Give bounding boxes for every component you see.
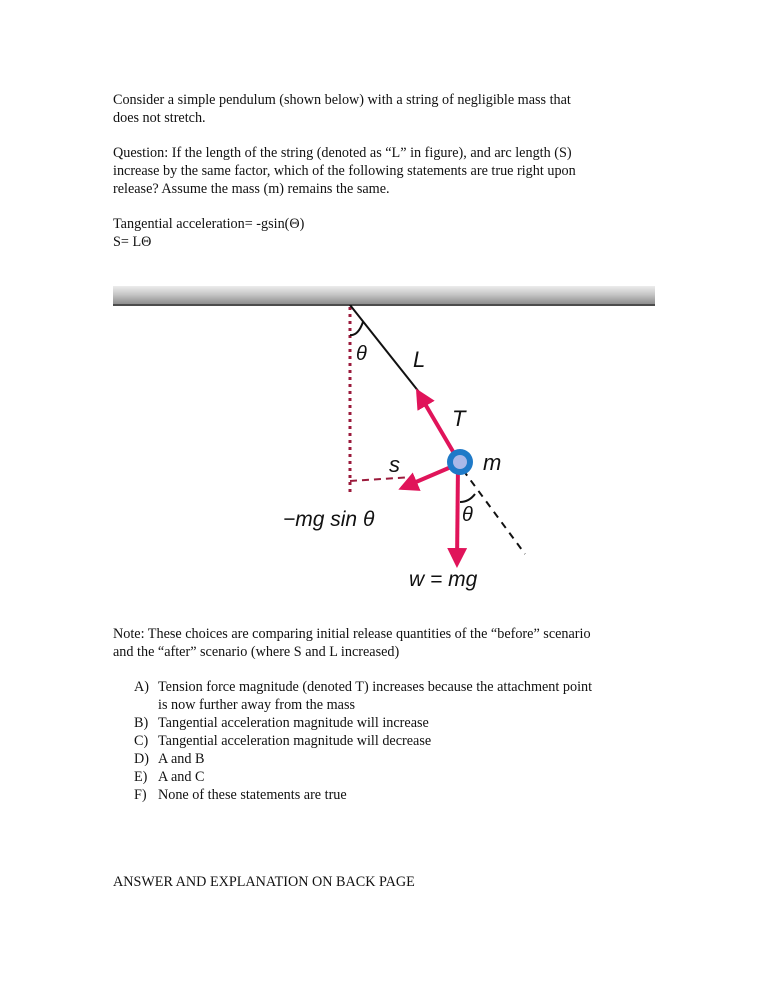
option-text: A and C xyxy=(158,769,205,785)
option-label: C) xyxy=(134,733,149,749)
option-e xyxy=(134,768,592,786)
pendulum-diagram xyxy=(113,280,658,600)
weight-label: w = mg xyxy=(409,568,478,591)
option-text: A and B xyxy=(158,751,205,767)
option-label: E) xyxy=(134,769,148,785)
option-text: Tangential acceleration magnitude will increase xyxy=(158,715,429,731)
option-f xyxy=(134,786,592,804)
note-line-1: Note: These choices are comparing initial release quantities of the “before” scenario xyxy=(113,626,591,642)
option-text-continued: is now further away from the mass xyxy=(158,697,355,713)
question-line-1: Question: If the length of the string (denoted as “L” in figure), and arc length (S) xyxy=(113,145,572,161)
weight-arrow xyxy=(457,464,458,564)
arc-label: s xyxy=(389,452,400,477)
theta-angle-arc-top xyxy=(350,322,363,335)
option-text: Tension force magnitude (denoted T) increases because the attachment point xyxy=(158,679,593,695)
intro-line-1: Consider a simple pendulum (shown below) with a string of negligible mass that xyxy=(113,92,571,108)
answer-options xyxy=(134,678,592,804)
ceiling-support xyxy=(113,286,655,305)
option-label: B) xyxy=(134,715,149,731)
question-line-3: release? Assume the mass (m) remains the same. xyxy=(113,181,390,197)
option-text: Tangential acceleration magnitude will decrease xyxy=(158,733,432,749)
option-c xyxy=(134,732,592,750)
theta-label-bottom: θ xyxy=(462,504,473,526)
tension-label: T xyxy=(452,406,466,431)
option-label: A) xyxy=(134,679,149,695)
length-label: L xyxy=(413,347,426,372)
option-d xyxy=(134,750,592,768)
arc-length-formula: S= LΘ xyxy=(113,234,152,250)
restoring-force-label: −mg sin θ xyxy=(283,508,375,531)
pendulum-figure xyxy=(113,280,658,600)
pendulum-mass xyxy=(447,449,473,475)
theta-angle-arc-bottom xyxy=(460,494,475,502)
question-line-2: increase by the same factor, which of the following statements are true right upon xyxy=(113,163,576,179)
tangential-acceleration-formula: Tangential acceleration= -gsin(Θ) xyxy=(113,216,305,232)
option-a xyxy=(134,678,592,714)
option-text: None of these statements are true xyxy=(158,787,347,803)
arc-reference-line xyxy=(350,477,413,481)
mass-label: m xyxy=(483,450,502,475)
intro-line-2: does not stretch. xyxy=(113,110,206,126)
option-label: D) xyxy=(134,751,149,767)
option-label: F) xyxy=(134,787,147,803)
option-b xyxy=(134,714,592,732)
answer-footer-note: ANSWER AND EXPLANATION ON BACK PAGE xyxy=(113,874,415,890)
note-line-2: and the “after” scenario (where S and L increased) xyxy=(113,644,400,660)
theta-label-top: θ xyxy=(356,343,367,365)
